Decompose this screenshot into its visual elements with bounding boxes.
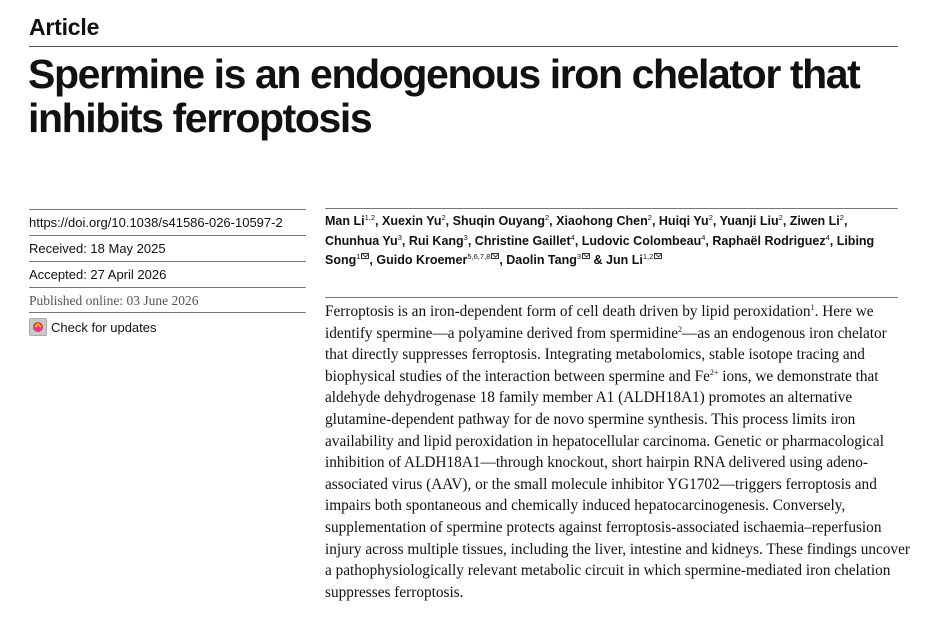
author-name: Daolin Tang <box>506 253 577 267</box>
author-separator: , <box>574 233 582 248</box>
author-affiliation: 2 <box>441 213 446 222</box>
author[interactable] <box>475 234 575 248</box>
author-name: Chunhua Yu <box>325 233 398 248</box>
author-affiliation: 4 <box>825 232 830 242</box>
author-affiliation: 2 <box>839 213 844 222</box>
envelope-icon[interactable] <box>491 253 499 259</box>
author-name: Ludovic Colombeau <box>581 233 702 248</box>
check-for-updates-label: Check for updates <box>51 319 157 335</box>
abstract-text: Ferroptosis is an iron-dependent form of cell death driven by lipid peroxidation <box>325 303 811 320</box>
author-separator: , <box>782 214 790 228</box>
author-separator: , <box>843 214 848 228</box>
author-name: Guido Kroemer <box>376 253 468 267</box>
author[interactable] <box>376 253 499 267</box>
author-affiliation: 2 <box>544 213 550 222</box>
check-for-updates-button[interactable] <box>29 317 306 337</box>
author-separator: , <box>705 233 713 248</box>
author-affiliation: 3 <box>397 232 402 242</box>
abstract-divider <box>325 297 898 298</box>
header-divider <box>29 46 898 47</box>
author-affiliation: 2 <box>708 213 713 222</box>
author-separator: , <box>549 214 557 228</box>
author-name: Raphaël Rodriguez <box>712 233 826 248</box>
check-for-updates-badge-icon <box>29 318 47 336</box>
article-metadata <box>29 209 306 337</box>
author[interactable] <box>790 214 844 228</box>
reference-1[interactable]: 1 <box>810 303 815 312</box>
author-affiliation: 2 <box>647 213 652 222</box>
author-name: Xuexin Yu <box>381 214 442 228</box>
author-affiliation: 1,2 <box>642 252 654 261</box>
envelope-icon[interactable] <box>361 253 369 259</box>
author[interactable] <box>712 234 829 248</box>
authors-divider <box>325 208 898 209</box>
author-name: Rui Kang <box>408 233 464 248</box>
author-separator: , <box>712 214 720 228</box>
author-affiliation: 2 <box>778 213 783 222</box>
author[interactable] <box>659 214 713 228</box>
author[interactable] <box>382 214 446 228</box>
author-name: Huiqi Yu <box>658 214 709 228</box>
author-affiliation: 3 <box>463 232 468 242</box>
abstract-text: . Here we identify spermine—a polyamine derived from spermidine <box>325 303 874 342</box>
author[interactable] <box>582 234 706 248</box>
reference-2[interactable]: 2 <box>678 324 683 334</box>
author-affiliation: 5,6,7,8 <box>467 252 491 261</box>
author[interactable] <box>606 253 662 267</box>
author-name: Shuqin Ouyang <box>452 214 545 228</box>
author-separator: , <box>829 233 837 248</box>
author-separator: , <box>375 214 382 228</box>
doi-link[interactable]: https://doi.org/10.1038/s41586-026-10597-2 <box>29 209 306 235</box>
author-name: Xiaohong Chen <box>556 214 648 228</box>
author-separator: , <box>401 233 409 248</box>
abstract-text: —as an endogenous iron chelator that directly suppresses ferroptosis. Integrating metabolomics, stable isotope tracing and biophysical studies of the interaction between spermine and Fe <box>325 324 887 385</box>
author-separator: & <box>590 253 607 267</box>
author-name: Christine Gaillet <box>474 233 571 248</box>
author[interactable] <box>325 214 375 228</box>
author-name: Libing Song <box>325 233 875 267</box>
author-name: Jun Li <box>606 253 643 267</box>
received-date: Received: 18 May 2025 <box>29 235 306 261</box>
author-name: Man Li <box>325 214 365 228</box>
published-date: Published online: 03 June 2026 <box>29 287 306 313</box>
envelope-icon[interactable] <box>582 253 590 259</box>
author[interactable] <box>453 214 550 228</box>
abstract-text: ions, we demonstrate that aldehyde dehydrogenase 18 family member A1 (ALDH18A1) promotes an alternative glutamine-dependent pathway for de novo spermine synthesis. This process limits iron availability and lipid peroxidation in hepatocellular carcinoma. Genetic or pharmacological inhibition of ALDH18A1—through knockout, short hairpin RNA delivered using adeno-associated virus (AAV), or the small molecule inhibitor YG1702—triggers ferroptosis and impairs both spontaneous and chemically induced hepatocarcinogenesis. Conversely, supplementation of spermine protects against ferroptosis-associated ischaemia–reperfusion injury across multiple tissues, including the liver, intestine and kidneys. These findings uncover a pathophysiologically relevant metabolic circuit in which spermine-mediated iron chelation suppresses ferroptosis. <box>325 367 910 601</box>
author-affiliation: 4 <box>701 232 706 242</box>
author-name: Ziwen Li <box>789 214 840 228</box>
author[interactable] <box>409 234 468 248</box>
author-affiliation: 1,2 <box>364 213 376 222</box>
author-separator: , <box>369 253 377 267</box>
iron-charge: 2+ <box>709 367 719 377</box>
author-separator: , <box>467 233 475 248</box>
author-separator: , <box>651 214 659 228</box>
author-name: Yuanji Liu <box>719 214 779 228</box>
article-title: Spermine is an endogenous iron chelator that inhibits ferroptosis <box>28 51 860 141</box>
article-type-label: Article <box>29 14 100 40</box>
abstract <box>325 301 910 603</box>
author-affiliation: 4 <box>570 232 575 242</box>
author-list <box>325 212 905 271</box>
author[interactable] <box>720 214 783 228</box>
author[interactable] <box>506 253 590 267</box>
author-affiliation: 1 <box>356 252 361 261</box>
author[interactable] <box>325 234 402 248</box>
author-affiliation: 3 <box>576 252 582 261</box>
author[interactable] <box>556 214 652 228</box>
accepted-date: Accepted: 27 April 2026 <box>29 261 306 287</box>
envelope-icon[interactable] <box>654 253 662 259</box>
author-separator: , <box>445 214 453 228</box>
author-separator: , <box>499 253 507 267</box>
